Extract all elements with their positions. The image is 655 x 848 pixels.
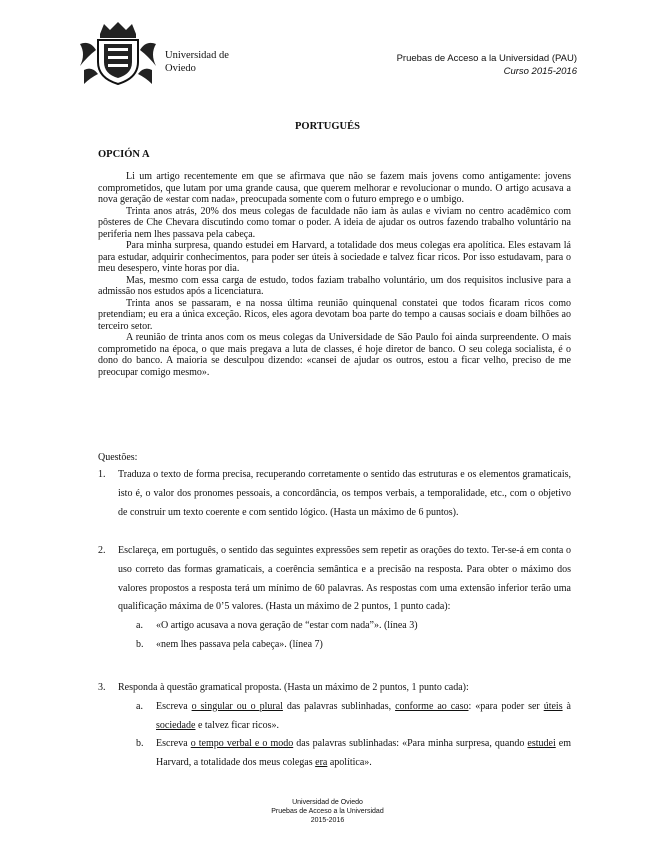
university-name-line1: Universidad de: [165, 50, 229, 61]
paragraph: Trinta anos se passaram, e na nossa última reunião quinquenal constatei que todos ficaram ricos como pretendiam; eu era a única exceção. Ricos, eles agora devotam boa parte do tempo a causas sociais e doam bilhões ao terceiro setor.: [98, 297, 571, 332]
paragraph: Para minha surpresa, quando estudei em Harvard, a totalidade dos meus colegas era apolítica. Eles estavam lá para estudar, adquirir conhecimentos, para poder ser úteis à sociedade e talvez ficar ricos. Por isso estudavam, para o meu desespero, vinte horas por dia.: [98, 240, 571, 274]
subquestion-letter: b.: [136, 638, 144, 650]
exam-header: [397, 52, 577, 78]
question-text: Responda à questão gramatical proposta. (Hasta un máximo de 2 puntos, 1 punto cada):: [118, 682, 469, 693]
subquestion-text: [156, 698, 571, 736]
university-name-line2: Oviedo: [165, 63, 196, 74]
subquestion-letter: b.: [136, 738, 144, 750]
footer-line: Universidad de Oviedo: [292, 799, 363, 806]
question-text: Traduza o texto de forma precisa, recuperando corretamente o sentido das estruturas e os elementos gramaticais, isto é, o valor dos pronomes pessoais, a concordância, os tempos verbais, a temporalidade, etc., com o objetivo de construir um texto coerente e com sentido lógico. (Hasta un máximo de 6 puntos).: [118, 469, 571, 518]
reading-text: [98, 171, 571, 378]
subquestion-letter: a.: [136, 620, 143, 632]
exam-name: Pruebas de Acceso a la Universidad (PAU): [396, 53, 577, 64]
underlined-text: o singular ou o plural: [191, 700, 283, 712]
underlined-text: conforme ao caso: [395, 700, 469, 712]
subquestion-text: «O artigo acusava a nova geração de “estar com nada”». (línea 3): [156, 620, 418, 632]
paragraph: Mas, mesmo com essa carga de estudo, todos faziam trabalho voluntário, um dos requisitos inclusive para a admissão nos estudos após a licenciatura.: [98, 274, 571, 297]
question-number: 3.: [98, 682, 106, 693]
question-1: [98, 466, 571, 522]
subquestion-b: [136, 636, 571, 655]
subquestion-text: «nem lhes passava pela cabeça». (línea 7): [156, 638, 323, 650]
text-part: : «para poder ser: [468, 700, 544, 712]
footer-line: Pruebas de Acceso a la Universidad: [271, 808, 384, 815]
question-text: Esclareça, em português, o sentido das seguintes expressões sem repetir as orações do texto. Ter-se-á em conta o uso correto das formas gramaticais, a coerência semântica e a precisão na resposta. Para obter o máximo dos valores propostos a resposta terá um mínimo de 60 palavras. As respostas com uma extensão inferior terão uma qualificação máxima de 0’5 valores. (Hasta un máximo de 2 puntos, 1 punto cada):: [118, 545, 571, 613]
underlined-text: o tempo verbal e o modo: [190, 738, 294, 750]
text-part: em Harvard, a totalidade dos meus colegas: [156, 738, 571, 769]
footer-line: 2015-2016: [310, 817, 345, 824]
page-title: PORTUGUÉS: [295, 121, 360, 132]
page-footer: [0, 798, 655, 825]
question-number: 2.: [98, 545, 106, 556]
university-crest-icon: [76, 20, 160, 86]
paragraph: Trinta anos atrás, 20% dos meus colegas de faculdade não iam às aulas e viviam no centro acadêmico com pôsteres de Che Chevara discutindo como tomar o poder. A ideia de ajudar os outros fazendo trabalho voluntário na periferia nem lhes passava pela cabeça.: [98, 205, 571, 240]
subquestion-text: [156, 735, 571, 773]
paragraph: Li um artigo recentemente em que se afirmava que não se fazem mais jovens como antigamente: jovens comprometidos, que lutam por uma grande causa, que querem melhorar e revolucionar o mundo. O artigo acusava a nova geração de «estar com nada», preocupada somente com o futuro emprego e o umbigo.: [98, 171, 571, 205]
underlined-text: estudei: [527, 738, 556, 750]
question-3: [98, 679, 571, 773]
text-part: Escreva: [156, 738, 191, 750]
question-2: [98, 542, 571, 655]
underlined-text: era: [315, 757, 328, 769]
text-part: Escreva: [156, 700, 192, 712]
paragraph: A reunião de trinta anos com os meus colegas da Universidade de São Paulo foi ainda surpreendente. O mais comprometido na época, o que mais pregava a luta de classes, é hoje diretor de banco. O seu colega socialista, é o dono do banco. A maioria se desculpou dizendo: «cansei de ajudar os outros, estou a ficar velho, preciso de me preocupar comigo mesmo».: [98, 332, 571, 378]
subquestion-b: [136, 735, 571, 773]
text-part: das palavras sublinhadas,: [282, 700, 396, 712]
underlined-text: sociedade: [156, 719, 196, 731]
university-name: [165, 49, 229, 75]
text-part: das palavras sublinhadas: «Para minha surpresa, quando: [293, 738, 528, 750]
option-heading: OPCIÓN A: [98, 149, 150, 160]
subquestion-a: [136, 698, 571, 736]
questions-heading: Questões:: [98, 452, 138, 463]
text-part: e talvez ficar ricos».: [195, 719, 280, 731]
exam-course: Curso 2015-2016: [503, 66, 577, 77]
question-number: 1.: [98, 469, 106, 480]
subquestion-a: [136, 617, 571, 636]
text-part: apolítica».: [327, 757, 372, 769]
underlined-text: úteis: [543, 700, 563, 712]
subquestion-letter: a.: [136, 700, 143, 712]
text-part: à: [562, 700, 571, 712]
